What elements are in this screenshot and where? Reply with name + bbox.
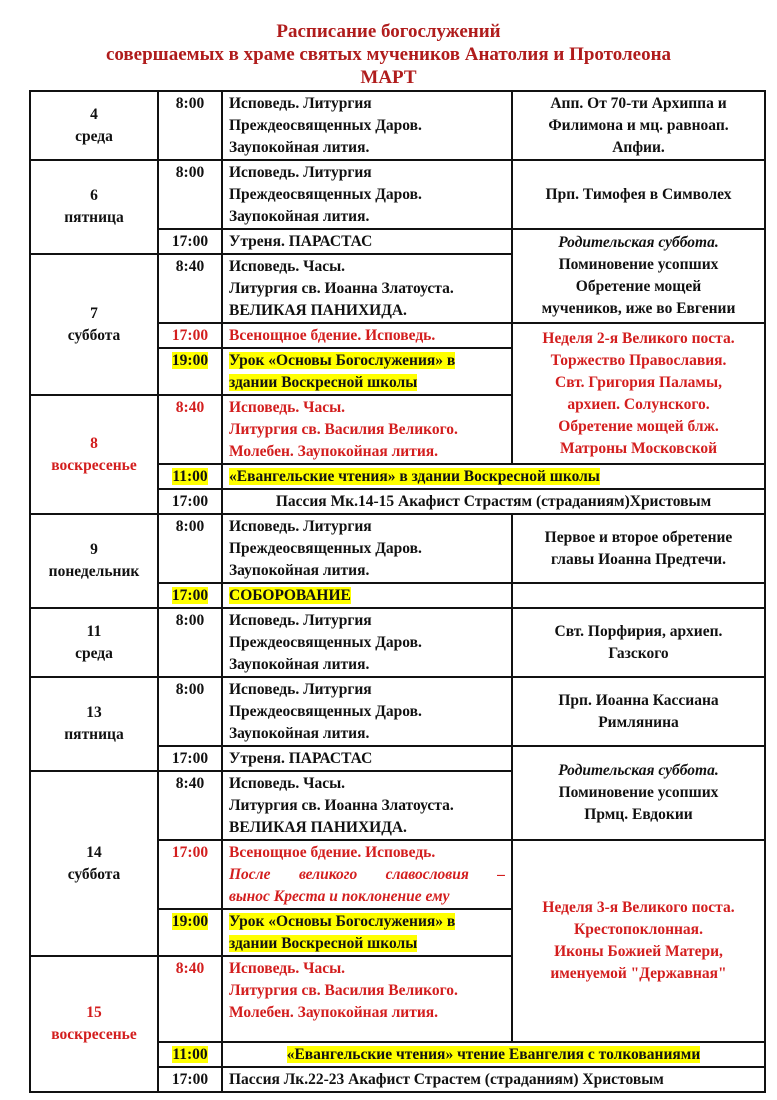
time-cell: 8:40 [158,254,222,323]
table-row [30,160,765,229]
service-line: Исповедь. Часы. [229,399,346,416]
day-number: 9 [90,541,98,558]
service-line: Преждеосвященных Даров. [229,540,422,557]
service-note-line: вынос Креста и поклонение ему [229,888,450,905]
feast-line: Свт. Порфирия, архиеп. [554,622,723,640]
feast-line: Родительская суббота. [558,234,719,251]
feast-cell [512,746,765,840]
service-cell [222,677,512,746]
time-cell: 8:40 [158,956,222,1042]
service-line: Исповедь. Литургия [229,681,372,698]
service-line: Заупокойная лития. [229,139,370,156]
table-row [30,677,765,746]
service-line: Преждеосвященных Даров. [229,117,422,134]
weekday: воскресенье [51,1026,137,1043]
service-line: Заупокойная лития. [229,656,370,673]
feast-line: Неделя 3-я Великого поста. [542,899,735,916]
service-line: Исповедь. Литургия [229,95,372,112]
weekday: среда [75,644,113,662]
feast-line: Первое и второе обретение [544,528,733,546]
time-cell: 17:00 [158,1067,222,1092]
time-cell [158,348,222,395]
service-cell [222,395,512,464]
weekday: среда [75,127,113,145]
service-cell [222,583,512,608]
service-text: «Евангельские чтения» в здании Воскресной школы [229,468,600,485]
service-line: Литургия св. Василия Великого. [229,982,458,999]
service-line: ВЕЛИКАЯ ПАНИХИДА. [229,819,407,836]
service-cell [222,1042,765,1067]
time-cell: 8:00 [158,677,222,746]
service-cell [222,91,512,160]
schedule-title [0,20,777,89]
feast-cell [512,229,765,323]
time-cell: 8:00 [158,160,222,229]
feast-line: Поминовение усопших [558,784,719,801]
service-cell: Всенощное бдение. Исповедь. [222,323,512,348]
weekday: пятница [64,726,124,743]
weekday: пятница [64,209,124,226]
service-cell [222,464,765,489]
service-line: Исповедь. Часы. [229,258,346,275]
day-cell [30,677,158,771]
table-row [30,514,765,583]
day-cell [30,91,158,160]
service-line: Исповедь. Литургия [229,612,372,629]
day-cell [30,160,158,254]
time-cell [158,1042,222,1067]
service-line: Заупокойная лития. [229,562,370,579]
service-cell [222,956,512,1042]
feast-line: главы Иоанна Предтечи. [551,550,726,568]
feast-cell [512,160,765,229]
weekday: суббота [67,326,121,344]
day-cell [30,254,158,395]
weekday: суббота [67,865,121,883]
time-cell: 8:40 [158,771,222,840]
feast-cell [512,677,765,746]
day-number: 7 [90,304,98,322]
title-line-2: совершаемых в храме святых мучеников Анатолия и Протолеона [105,44,672,65]
title-month: МАРТ [360,67,417,88]
service-cell [222,608,512,677]
service-line: Литургия св. Иоанна Златоуста. [229,797,454,814]
service-cell: Утреня. ПАРАСТАС [222,746,512,771]
service-text: СОБОРОВАНИЕ [229,587,351,604]
time-cell: 8:00 [158,608,222,677]
service-line: Преждеосвященных Даров. [229,186,422,203]
day-number: 11 [86,622,102,640]
table-row [30,91,765,160]
service-cell [222,160,512,229]
service-line: Литургия св. Василия Великого. [229,421,458,438]
service-line: Исповедь. Литургия [229,518,372,535]
service-line: Молебен. Заупокойная лития. [229,1004,439,1021]
service-cell: Утреня. ПАРАСТАС [222,229,512,254]
day-cell [30,395,158,514]
service-line: Преждеосвященных Даров. [229,703,422,720]
feast-line: Неделя 2-я Великого поста. [542,329,735,347]
service-line: здании Воскресной школы [229,935,418,952]
service-cell [222,348,512,395]
time-cell: 8:00 [158,514,222,583]
feast-line: Родительская суббота. [558,762,719,779]
service-cell [222,254,512,323]
feast-line: именуемой "Державная" [550,965,727,982]
feast-line: Прмц. Евдокии [584,806,693,823]
day-number: 6 [90,187,98,204]
time-cell [158,909,222,956]
feast-line: Торжество Православия. [550,351,727,369]
time-cell: 17:00 [158,840,222,909]
schedule-table [29,90,766,1093]
service-cell: Пассия Мк.14-15 Акафист Страстям (страданиям)Христовым [222,489,765,514]
table-row [30,608,765,677]
feast-cell [512,91,765,160]
service-line: Литургия св. Иоанна Златоуста. [229,280,454,297]
time-highlight: 11:00 [172,468,208,485]
weekday: воскресенье [51,456,137,474]
service-line: Преждеосвященных Даров. [229,634,422,651]
service-line: Исповедь. Часы. [229,960,346,977]
feast-line: Свт. Григория Паламы, [555,373,722,391]
day-number: 13 [86,704,102,721]
time-cell [158,583,222,608]
feast-line: Апфии. [612,138,665,156]
day-cell [30,514,158,608]
service-line: Заупокойная лития. [229,725,370,742]
feast-line: архиеп. Солунского. [567,395,710,413]
service-line: Заупокойная лития. [229,208,370,225]
day-number: 8 [90,434,98,452]
time-highlight: 19:00 [171,352,209,369]
service-line: Молебен. Заупокойная лития. [229,443,439,460]
title-line-1: Расписание богослужений [276,21,501,42]
feast-line: Обретение мощей [575,278,702,295]
weekday: понедельник [48,563,140,580]
day-cell [30,608,158,677]
feast-line: Газского [608,644,669,662]
feast-line: Иконы Божией Матери, [554,943,723,960]
day-cell [30,771,158,956]
feast-cell [512,608,765,677]
day-number: 14 [86,843,102,861]
time-cell: 17:00 [158,746,222,771]
feast-line: Крестопоклонная. [574,921,703,938]
feast-cell [512,840,765,1042]
feast-line: мучеников, иже во Евгении [541,300,736,317]
feast-line: Прп. Тимофея в Символех [545,185,732,203]
service-line: Исповедь. Часы. [229,775,346,792]
time-cell: 17:00 [158,229,222,254]
service-cell [222,909,512,956]
feast-cell-empty [512,583,765,608]
feast-cell [512,514,765,583]
feast-line: Филимона и мц. равноап. [548,116,729,134]
time-highlight: 19:00 [171,913,209,930]
feast-line: Матроны Московской [559,439,718,457]
service-cell [222,840,512,909]
time-cell: 17:00 [158,323,222,348]
time-cell: 8:40 [158,395,222,464]
service-note-line: После великого славословия – [229,866,505,883]
service-line: ВЕЛИКАЯ ПАНИХИДА. [229,302,407,319]
service-cell [222,514,512,583]
service-line: Всенощное бдение. Исповедь. [229,844,436,861]
service-line: здании Воскресной школы [229,374,418,391]
time-cell: 8:00 [158,91,222,160]
service-line: Исповедь. Литургия [229,164,372,181]
feast-cell [512,323,765,464]
feast-line: Поминовение усопших [558,256,719,273]
time-highlight: 17:00 [171,587,209,604]
service-cell: Пассия Лк.22-23 Акафист Страстем (страданиям) Христовым [222,1067,765,1092]
service-line: Урок «Основы Богослужения» в [229,352,456,369]
time-highlight: 11:00 [172,1046,208,1063]
feast-line: Прп. Иоанна Кассиана [558,691,719,709]
service-cell [222,771,512,840]
service-text: «Евангельские чтения» чтение Евангелия с толкованиями [286,1046,701,1063]
time-cell: 17:00 [158,489,222,514]
feast-line: Апп. От 70-ти Архиппа и [550,94,727,112]
service-line: Урок «Основы Богослужения» в [229,913,456,930]
day-cell [30,956,158,1092]
time-cell [158,464,222,489]
feast-line: Обретение мощей блж. [558,417,719,435]
day-number: 15 [86,1004,102,1021]
feast-line: Римлянина [598,713,679,731]
day-number: 4 [90,105,98,123]
